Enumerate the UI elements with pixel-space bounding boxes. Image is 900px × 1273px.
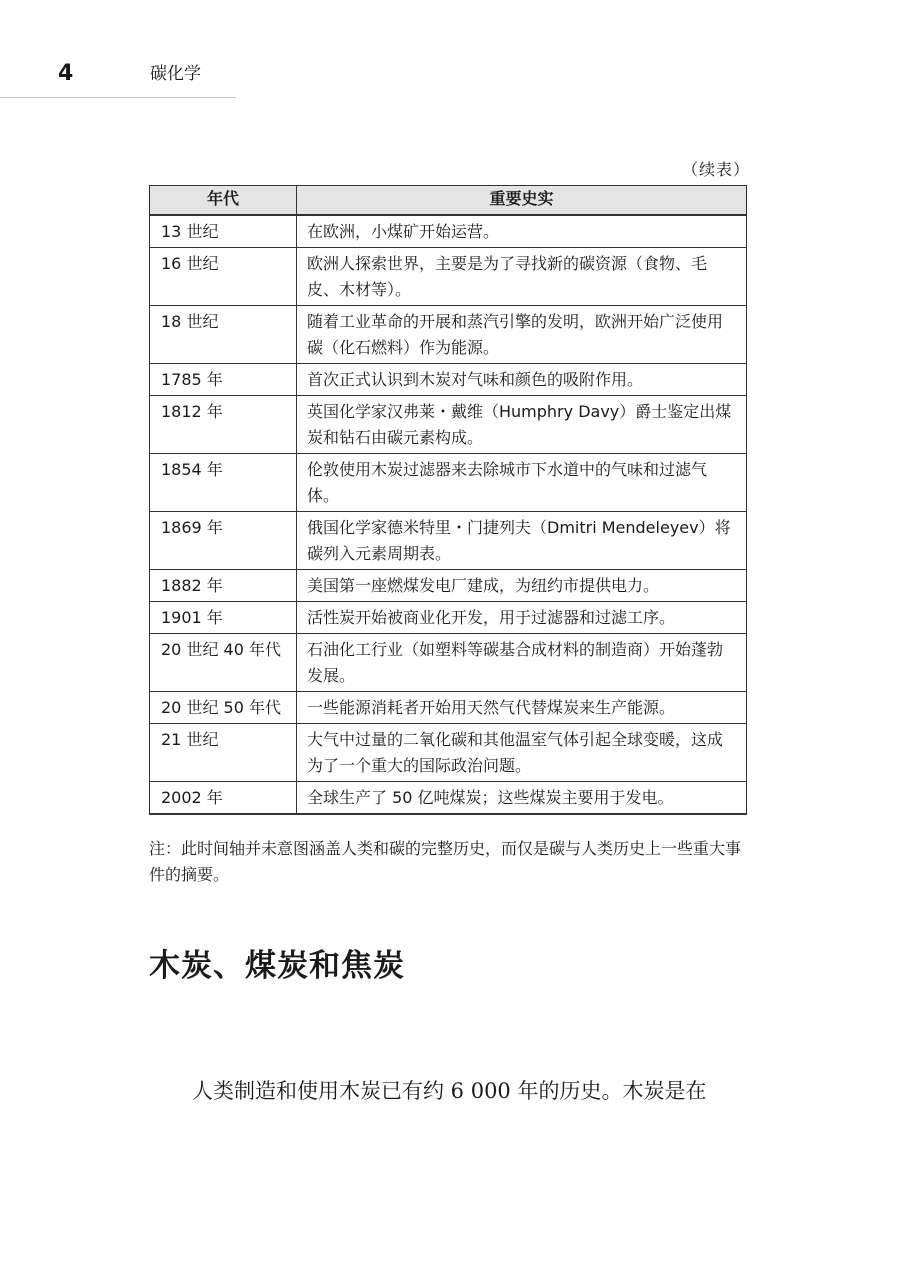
fact-cell: 英国化学家汉弗莱・戴维（Humphry Davy）爵士鉴定出煤炭和钻石由碳元素构成。 bbox=[297, 396, 747, 454]
table-row bbox=[150, 724, 747, 782]
fact-cell: 俄国化学家德米特里・门捷列夫（Dmitri Mendeleyev）将碳列入元素周期表。 bbox=[297, 512, 747, 570]
table-row bbox=[150, 306, 747, 364]
header-divider bbox=[0, 97, 236, 98]
table-footnote: 注：此时间轴并未意图涵盖人类和碳的完整历史，而仅是碳与人类历史上一些重大事件的摘要。 bbox=[149, 839, 742, 884]
era-cell: 1812 年 bbox=[150, 396, 297, 454]
era-cell: 20 世纪 50 年代 bbox=[150, 692, 297, 724]
table-row bbox=[150, 602, 747, 634]
running-header-title: 碳化学 bbox=[150, 64, 201, 84]
era-cell: 1785 年 bbox=[150, 364, 297, 396]
fact-cell: 全球生产了 50 亿吨煤炭；这些煤炭主要用于发电。 bbox=[297, 782, 747, 815]
section-title: 木炭、煤炭和焦炭 bbox=[149, 948, 405, 984]
fact-cell: 石油化工行业（如塑料等碳基合成材料的制造商）开始蓬勃发展。 bbox=[297, 634, 747, 692]
era-cell: 13 世纪 bbox=[150, 215, 297, 248]
era-cell: 21 世纪 bbox=[150, 724, 297, 782]
fact-cell: 欧洲人探索世界，主要是为了寻找新的碳资源（食物、毛皮、木材等）。 bbox=[297, 248, 747, 306]
era-cell: 20 世纪 40 年代 bbox=[150, 634, 297, 692]
table-row bbox=[150, 454, 747, 512]
table-row bbox=[150, 692, 747, 724]
table-row bbox=[150, 782, 747, 815]
column-header-era: 年代 bbox=[150, 186, 297, 216]
era-cell: 1869 年 bbox=[150, 512, 297, 570]
body-paragraph: 人类制造和使用木炭已有约 6 000 年的历史。木炭是在 bbox=[192, 1079, 707, 1103]
fact-cell: 活性炭开始被商业化开发，用于过滤器和过滤工序。 bbox=[297, 602, 747, 634]
page-number: 4 bbox=[58, 61, 74, 86]
fact-cell: 大气中过量的二氧化碳和其他温室气体引起全球变暖，这成为了一个重大的国际政治问题。 bbox=[297, 724, 747, 782]
fact-cell: 在欧洲，小煤矿开始运营。 bbox=[297, 215, 747, 248]
table-header-row bbox=[150, 186, 747, 216]
era-cell: 1901 年 bbox=[150, 602, 297, 634]
table-row bbox=[150, 215, 747, 248]
era-cell: 1854 年 bbox=[150, 454, 297, 512]
table-continued-label: （续表） bbox=[681, 160, 750, 179]
table-row bbox=[150, 248, 747, 306]
fact-cell: 随着工业革命的开展和蒸汽引擎的发明，欧洲开始广泛使用碳（化石燃料）作为能源。 bbox=[297, 306, 747, 364]
era-cell: 16 世纪 bbox=[150, 248, 297, 306]
fact-cell: 美国第一座燃煤发电厂建成，为纽约市提供电力。 bbox=[297, 570, 747, 602]
carbon-history-table bbox=[149, 185, 747, 815]
era-cell: 2002 年 bbox=[150, 782, 297, 815]
table-row bbox=[150, 634, 747, 692]
table-row bbox=[150, 396, 747, 454]
table-row bbox=[150, 364, 747, 396]
fact-cell: 一些能源消耗者开始用天然气代替煤炭来生产能源。 bbox=[297, 692, 747, 724]
table-row bbox=[150, 512, 747, 570]
era-cell: 18 世纪 bbox=[150, 306, 297, 364]
fact-cell: 首次正式认识到木炭对气味和颜色的吸附作用。 bbox=[297, 364, 747, 396]
column-header-fact: 重要史实 bbox=[297, 186, 747, 216]
era-cell: 1882 年 bbox=[150, 570, 297, 602]
table-row bbox=[150, 570, 747, 602]
fact-cell: 伦敦使用木炭过滤器来去除城市下水道中的气味和过滤气体。 bbox=[297, 454, 747, 512]
